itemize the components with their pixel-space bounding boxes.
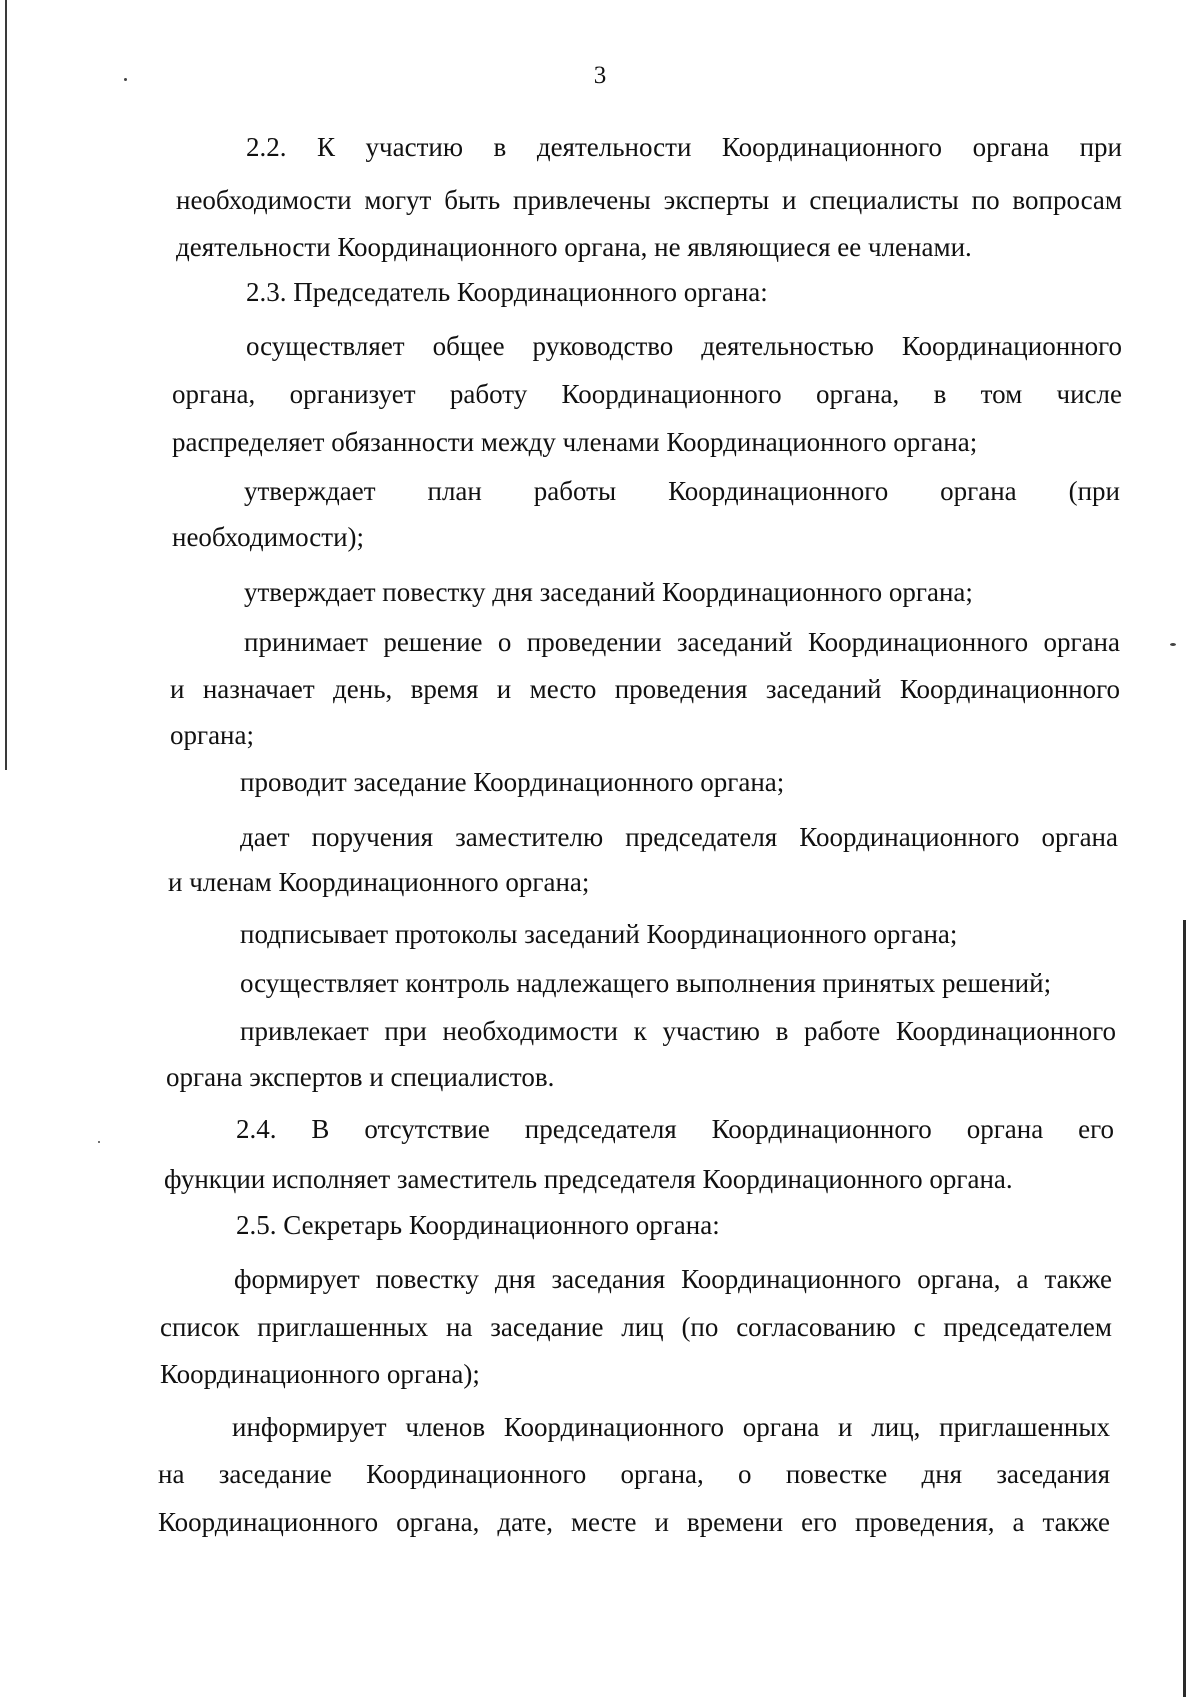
text-line: Координационного органа, дате, месте и времени его проведения, а также [158, 1507, 1110, 1537]
text-line: и членам Координационного органа; [168, 867, 590, 897]
text-line: органа; [170, 720, 254, 750]
text-line: необходимости); [172, 522, 365, 552]
text-line: утверждает план работы Координационного органа (при [244, 476, 1120, 506]
text-line: проводит заседание Координационного органа; [240, 767, 785, 797]
text-line: принимает решение о проведении заседаний Координационного органа [244, 627, 1120, 657]
text-line: органа, организует работу Координационного органа, в том числе [172, 379, 1122, 409]
text-line: 2.5. Секретарь Координационного органа: [236, 1210, 720, 1240]
text-line: дает поручения заместителю председателя Координационного органа [240, 822, 1118, 852]
text-line: список приглашенных на заседание лиц (по согласованию с председателем [160, 1312, 1112, 1342]
text-line: функции исполняет заместитель председателя Координационного органа. [164, 1164, 1013, 1194]
text-line: осуществляет контроль надлежащего выполнения принятых решений; [240, 968, 1052, 998]
text-line: 2.4. В отсутствие председателя Координационного органа его [236, 1114, 1114, 1144]
text-line: информирует членов Координационного органа и лиц, приглашенных [232, 1412, 1110, 1442]
text-line: формирует повестку дня заседания Координационного органа, а также [234, 1264, 1112, 1294]
text-line: Координационного органа); [160, 1359, 480, 1389]
text-line: 2.3. Председатель Координационного органа: [246, 277, 768, 307]
text-line: и назначает день, время и место проведения заседаний Координационного [170, 674, 1120, 704]
text-line: подписывает протоколы заседаний Координационного органа; [240, 919, 958, 949]
text-line: 2.2. К участию в деятельности Координационного органа при [246, 132, 1122, 162]
page-number: 3 [593, 62, 607, 89]
text-line: привлекает при необходимости к участию в работе Координационного [240, 1016, 1116, 1046]
text-line: органа экспертов и специалистов. [166, 1062, 555, 1092]
text-line: на заседание Координационного органа, о повестке дня заседания [158, 1459, 1110, 1489]
text-line: утверждает повестку дня заседаний Координационного органа; [244, 577, 973, 607]
text-line: осуществляет общее руководство деятельностью Координационного [246, 331, 1122, 361]
text-line: распределяет обязанности между членами Координационного органа; [172, 427, 978, 457]
text-line: необходимости могут быть привлечены эксперты и специалисты по вопросам [176, 185, 1122, 215]
text-line: деятельности Координационного органа, не являющиеся ее членами. [176, 232, 972, 262]
